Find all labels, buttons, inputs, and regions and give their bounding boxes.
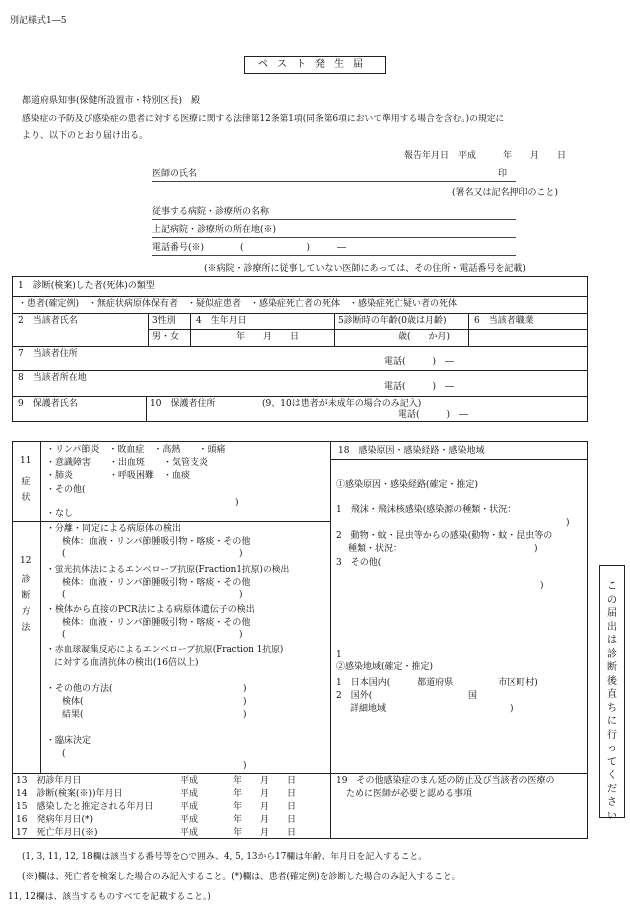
phone-label: 電話番号(※) ( ) ―: [152, 243, 347, 253]
age-field[interactable]: 歳( か月): [398, 332, 451, 342]
method-isolation-open: (: [62, 549, 66, 559]
method-fluorescent-open: (: [62, 590, 66, 600]
q14-era: 平成: [180, 789, 199, 799]
q11-number: 11: [20, 456, 32, 466]
hospital-address-label: 上記病院・診療所の所在地(※): [152, 225, 277, 235]
region-country: 国: [468, 691, 478, 701]
q3-label: 3性別: [152, 316, 176, 326]
method-fluorescent[interactable]: ・蛍光抗体法によるエンベロープ抗原(Fraction1抗原)の検出: [46, 565, 290, 575]
method-other[interactable]: ・その他の方法(: [46, 684, 113, 694]
region-detail-close: ): [510, 704, 514, 714]
urgent-notice: [599, 565, 625, 822]
method-fluorescent-close: ): [239, 590, 243, 600]
symptoms-none[interactable]: ・なし: [46, 509, 74, 519]
q16-era: 平成: [180, 815, 199, 825]
q15-label: 15 感染したと推定される年月日: [16, 802, 154, 812]
note-1: (1, 3, 11, 12, 18欄は該当する番号等を○で囲み、4, 5, 13から17欄は年齢、年月日を記入すること。: [22, 852, 428, 862]
region-abroad[interactable]: 2 国外(: [336, 691, 373, 701]
method-hemagglutination[interactable]: ・赤血球凝集反応によるエンベロープ抗原(Fraction 1抗原): [46, 645, 284, 655]
method-clinical-open: (: [62, 749, 66, 759]
doctor-name-label: 医師の氏名: [152, 169, 198, 179]
q14-date[interactable]: 年 月 日: [233, 789, 297, 799]
q12-label: 診断方法: [21, 575, 31, 633]
method-hemagglutination-2: に対する血清抗体の検出(16倍以上): [54, 658, 199, 668]
method-clinical-close: ): [243, 761, 247, 771]
route-animal-close: ): [534, 544, 538, 554]
method-other-specimen[interactable]: 検体(: [62, 697, 84, 707]
phone-line[interactable]: [152, 255, 516, 256]
route-animal-detail: 種類・状況：: [348, 544, 403, 554]
hospital-label: 従事する病院・診療所の名称: [152, 207, 270, 217]
case-type-options[interactable]: ・患者(確定例) ・無症状病原体保有者 ・疑似症患者 ・感染症死亡者の死体 ・感染症死亡疑い者の死体: [18, 299, 458, 309]
q13-date[interactable]: 年 月 日: [233, 776, 297, 786]
method-pcr-specimen[interactable]: 検体：血液・リンパ節腫吸引物・喀痰・その他: [62, 618, 251, 628]
method-fluorescent-specimen[interactable]: 検体：血液・リンパ節腫吸引物・喀痰・その他: [62, 578, 251, 588]
q15-era: 平成: [180, 802, 199, 812]
symptoms-row1[interactable]: ・リンパ節炎 ・敗血症 ・高熱 ・頭痛: [46, 445, 226, 455]
report-date: 報告年月日 平成 年 月 日: [404, 151, 567, 161]
intro-line1: 感染症の予防及び感染症の患者に対する医療に関する法律第12条第1項(同条第6項において準用する場合を含む。)の規定に: [22, 114, 505, 124]
method-clinical[interactable]: ・臨床決定: [46, 736, 92, 746]
symptoms-other-close: ): [235, 498, 239, 508]
form-id: 別記様式1―5: [10, 16, 67, 26]
q1-label: 1 診断(検案)した者(死体)の類型: [18, 281, 155, 291]
q8-phone[interactable]: 電話( ) ―: [384, 382, 455, 392]
seal-mark: 印: [498, 169, 508, 179]
header-footnote: (※病院・診療所に従事していない医師にあっては、その住所・電話番号を記載): [204, 264, 526, 274]
region-domestic[interactable]: 1 日本国内( 都道府県 市区町村): [336, 678, 538, 688]
route-droplet[interactable]: 1 飛沫・飛沫核感染(感染源の種類・状況：: [336, 505, 517, 515]
urgent-notice-text: この届出は診断後直ちに行ってください: [607, 581, 617, 822]
addressee: 都道府県知事(保健所設置市・特別区長) 殿: [22, 96, 201, 106]
q4-label: 4 生年月日: [196, 316, 247, 326]
intro-line2: より、以下のとおり届け出る。: [22, 131, 149, 141]
doctor-name-line[interactable]: [152, 181, 516, 182]
birth-date-field[interactable]: 年 月 日: [236, 332, 300, 342]
q6-label: 6 当該者職業: [474, 316, 534, 326]
route-other-close: ): [540, 581, 544, 591]
note-2: (※)欄は、死亡者を検案した場合のみ記入すること。(*)欄は、患者(確定例)を診断した場合のみ記入すること。: [22, 872, 461, 882]
symptoms-other[interactable]: ・その他(: [46, 485, 86, 495]
region-detail: 詳細地域: [350, 704, 387, 714]
q15-date[interactable]: 年 月 日: [233, 802, 297, 812]
q13-label: 13 初診年月日: [16, 776, 82, 786]
symptoms-row2[interactable]: ・意識障害 ・出血斑 ・気管支炎: [46, 458, 209, 468]
q13-era: 平成: [180, 776, 199, 786]
symptoms-row3[interactable]: ・肺炎 ・呼吸困難 ・血痰: [46, 471, 191, 481]
hospital-line[interactable]: [152, 219, 516, 220]
q10-note: (9、10は患者が未成年の場合のみ記入): [262, 399, 422, 409]
q11-label: 症状: [21, 477, 31, 503]
q16-date[interactable]: 年 月 日: [233, 815, 297, 825]
q9-label: 9 保護者氏名: [18, 399, 78, 409]
q5-label: 5診断時の年齢(0歳は月齢): [338, 316, 447, 326]
q7-phone[interactable]: 電話( ) ―: [384, 357, 455, 367]
q19-label: 19 その他感染症のまん延の防止及び当該者の医療の: [336, 776, 555, 786]
route-animal[interactable]: 2 動物・蚊・昆虫等からの感染(動物・蚊・昆虫等の: [336, 531, 553, 541]
method-pcr-open: (: [62, 630, 66, 640]
q8-label: 8 当該者所在地: [18, 373, 87, 383]
route-droplet-close: ): [566, 518, 570, 528]
q10-phone[interactable]: 電話( ) ―: [398, 410, 469, 420]
form-title: ペスト発生届: [244, 56, 386, 74]
method-isolation[interactable]: ・分離・同定による病原体の検出: [46, 524, 182, 534]
q16-label: 16 発病年月日(*): [16, 815, 93, 825]
stray-number: 1: [336, 650, 342, 660]
method-other-result-close: ): [243, 710, 247, 720]
method-other-specimen-close: ): [243, 697, 247, 707]
region-title[interactable]: ②感染地域(確定・推定): [336, 662, 434, 672]
q7-label: 7 当該者住所: [18, 349, 78, 359]
route-title[interactable]: ①感染原因・感染経路(確定・推定): [336, 480, 479, 490]
sign-note: (署名又は記名押印のこと): [452, 188, 559, 198]
method-pcr-close: ): [239, 630, 243, 640]
method-isolation-close: ): [239, 549, 243, 559]
note-3: 11, 12欄は、該当するものすべてを記載すること。): [8, 892, 211, 902]
q2-label: 2 当該者氏名: [18, 316, 78, 326]
method-other-close: ): [243, 684, 247, 694]
q17-era: 平成: [180, 828, 199, 838]
route-other[interactable]: 3 その他(: [336, 558, 382, 568]
hospital-address-line[interactable]: [152, 237, 516, 238]
q17-label: 17 死亡年月日(※): [16, 828, 98, 838]
q17-date[interactable]: 年 月 日: [233, 828, 297, 838]
q19-label-2: ために医師が必要と認める事項: [346, 789, 473, 799]
sex-options[interactable]: 男・女: [152, 332, 180, 342]
q12-number: 12: [20, 556, 32, 566]
method-other-result[interactable]: 結果(: [62, 710, 84, 720]
q10-label: 10 保護者住所: [150, 399, 216, 409]
method-isolation-specimen[interactable]: 検体：血液・リンパ節腫吸引物・喀痰・その他: [62, 537, 251, 547]
method-pcr[interactable]: ・検体から直接のPCR法による病原体遺伝子の検出: [46, 605, 255, 615]
q14-label: 14 診断(検案(※))年月日: [16, 789, 123, 799]
q18-label: 18 感染原因・感染経路・感染地域: [338, 446, 485, 456]
